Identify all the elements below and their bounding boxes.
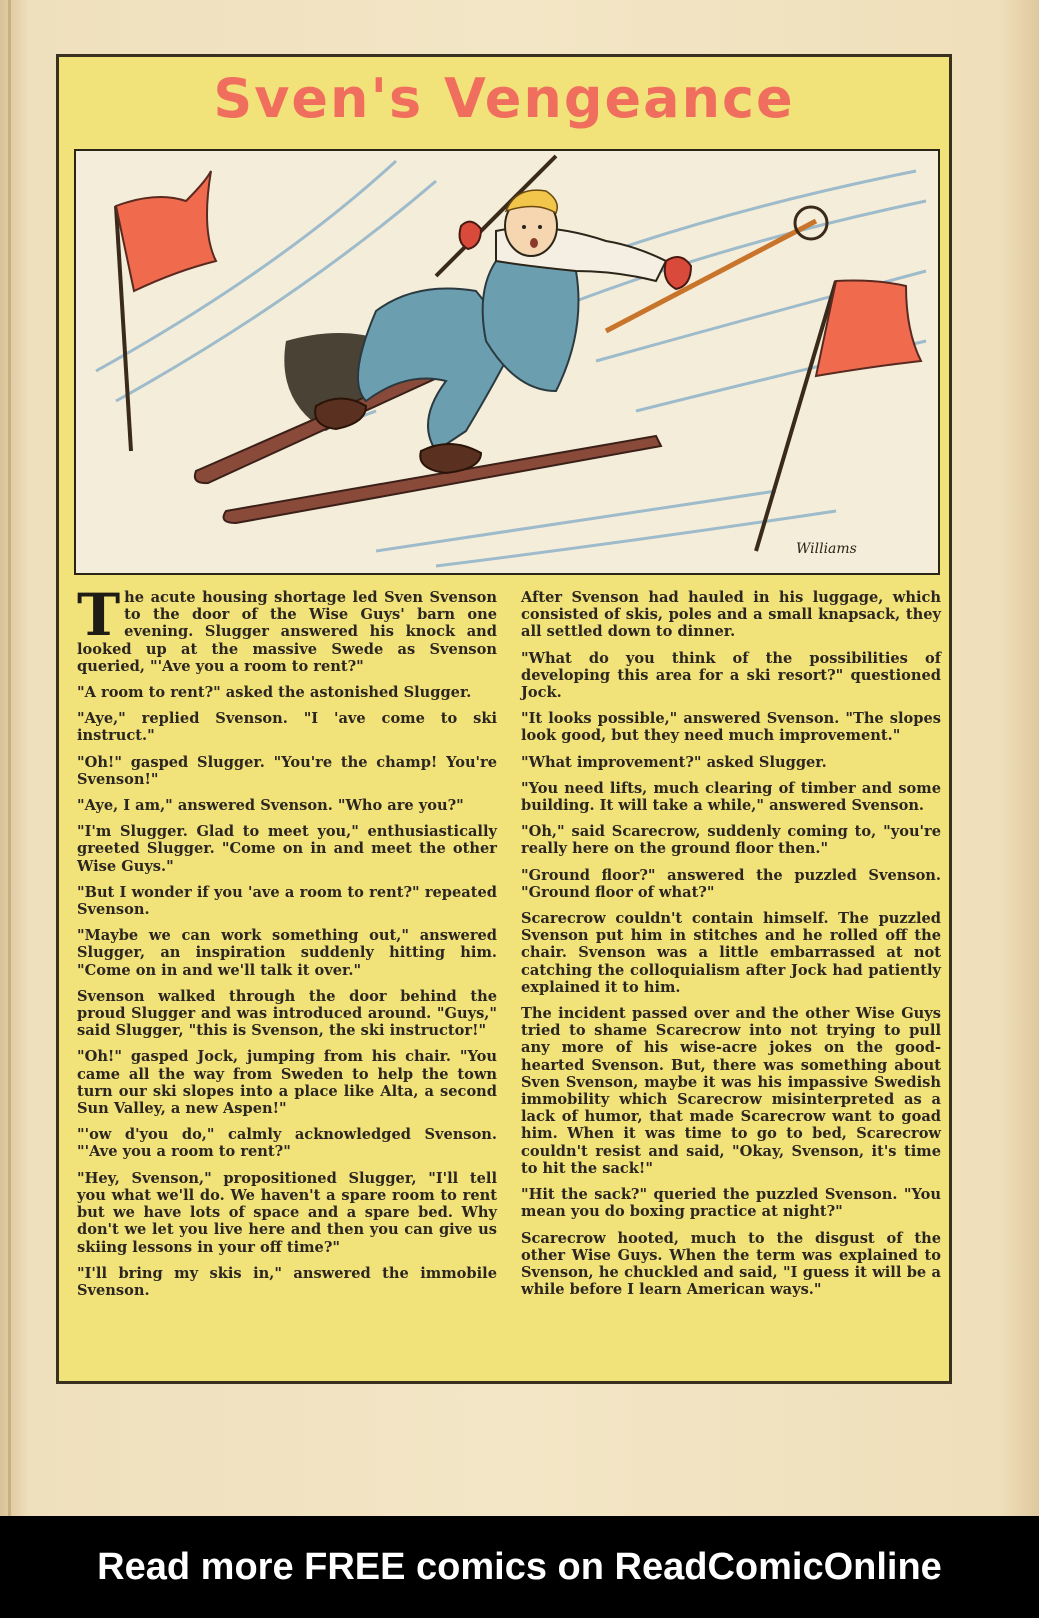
paragraph: "What do you think of the possibilities of developing this area for a ski resort?" questioned Jock. [521, 649, 941, 702]
right-flag-icon [756, 281, 921, 551]
paragraph: "What improvement?" asked Slugger. [521, 753, 827, 771]
skier-illustration [76, 151, 938, 573]
paragraph: After Svenson had hauled in his luggage, which consisted of skis, poles and a small knapsack, they all settled down to dinner. [521, 589, 941, 641]
paragraph: "I'm Slugger. Glad to meet you," enthusiastically greeted Slugger. "Come on in and meet the other Wise Guys." [77, 823, 497, 875]
paragraph: The incident passed over and the other Wise Guys tried to shame Scarecrow into not trying to pull any more of his wise-acre jokes on the good-hearted Svenson. But, there was something about Sven Svenson, maybe it was his impassive Swedish immobility which Scarecrow misinterpreted as a lack of humor, that made Scarecrow want to goad him. When it was time to go to bed, Scarecrow couldn't resist and said, "Okay, Svenson, it's time to hit the sack!" [521, 1005, 941, 1177]
promo-banner[interactable] [0, 1516, 1039, 1618]
promo-banner-text[interactable]: Read more FREE comics on ReadComicOnline [97, 1545, 942, 1588]
paragraph: "Aye, I am," answered Svenson. "Who are you?" [77, 797, 464, 815]
paragraph: Scarecrow couldn't contain himself. The puzzled Svenson put him in stitches and he rolled off the chair. Svenson was a little embarrassed at not catching the colloquialism after Jock had patiently explained it to him. [521, 910, 941, 996]
paragraph: "Aye," replied Svenson. "I 'ave come to ski instruct." [77, 710, 497, 745]
artist-signature: Williams [796, 541, 857, 557]
illustration-panel [74, 149, 940, 575]
paragraph: "You need lifts, much clearing of timber and some building. It will take a while," answered Svenson. [521, 779, 941, 815]
paragraph: "But I wonder if you 'ave a room to rent?" repeated Svenson. [77, 883, 497, 919]
paragraph: "Hit the sack?" queried the puzzled Svenson. "You mean you do boxing practice at night?" [521, 1186, 941, 1221]
story-frame [56, 54, 952, 1384]
left-column [77, 581, 497, 1379]
paragraph: "Oh!" gasped Slugger. "You're the champ! You're Svenson!" [77, 753, 497, 788]
drop-cap: T [77, 581, 121, 649]
paragraph: The acute housing shortage led Sven Svenson to the door of the Wise Guys' barn one evening. Slugger answered his knock and looked up at the massive Swede as Svenson queried, "'Ave you a room to rent?" [77, 581, 497, 675]
left-flag-icon [116, 171, 216, 451]
paragraph: "'ow d'you do," calmly acknowledged Svenson. "'Ave you a room to rent?" [77, 1126, 497, 1161]
paragraph: Scarecrow hooted, much to the disgust of the other Wise Guys. When the term was explained to Svenson, he chuckled and said, "I guess it will be a while before I learn American ways." [521, 1229, 941, 1299]
paragraph: "A room to rent?" asked the astonished Slugger. [77, 684, 472, 702]
paragraph: "Maybe we can work something out," answered Slugger, an inspiration suddenly hitting him. "Come on in and we'll talk it over." [77, 927, 497, 979]
article-body [77, 581, 941, 1379]
paragraph: "Oh!" gasped Jock, jumping from his chair. "You came all the way from Sweden to help the town turn our ski slopes into a place like Alta, a second Sun Valley, a new Aspen!" [77, 1048, 497, 1118]
page-spine [8, 0, 11, 1516]
paragraph: "It looks possible," answered Svenson. "The slopes look good, but they need much improvement." [521, 710, 941, 745]
story-title: Sven's Vengeance [213, 67, 795, 130]
skier-head-icon [505, 190, 557, 256]
paragraph: "I'll bring my skis in," answered the immobile Svenson. [77, 1264, 497, 1299]
skis-icon [195, 366, 661, 523]
paragraph: "Oh," said Scarecrow, suddenly coming to, "you're really here on the ground floor then." [521, 823, 941, 858]
paragraph: Svenson walked through the door behind the proud Slugger and was introduced around. "Guys," said Slugger, "this is Svenson, the ski instructor!" [77, 987, 497, 1040]
paragraph: "Hey, Svenson," propositioned Slugger, "I'll tell you what we'll do. We haven't a spare room to rent but we have lots of space and a spare bed. Why don't we let you live here and then you can give us skiing lessons in your off time?" [77, 1169, 497, 1256]
paragraph: "Ground floor?" answered the puzzled Svenson. "Ground floor of what?" [521, 866, 941, 901]
right-column [521, 589, 941, 1379]
